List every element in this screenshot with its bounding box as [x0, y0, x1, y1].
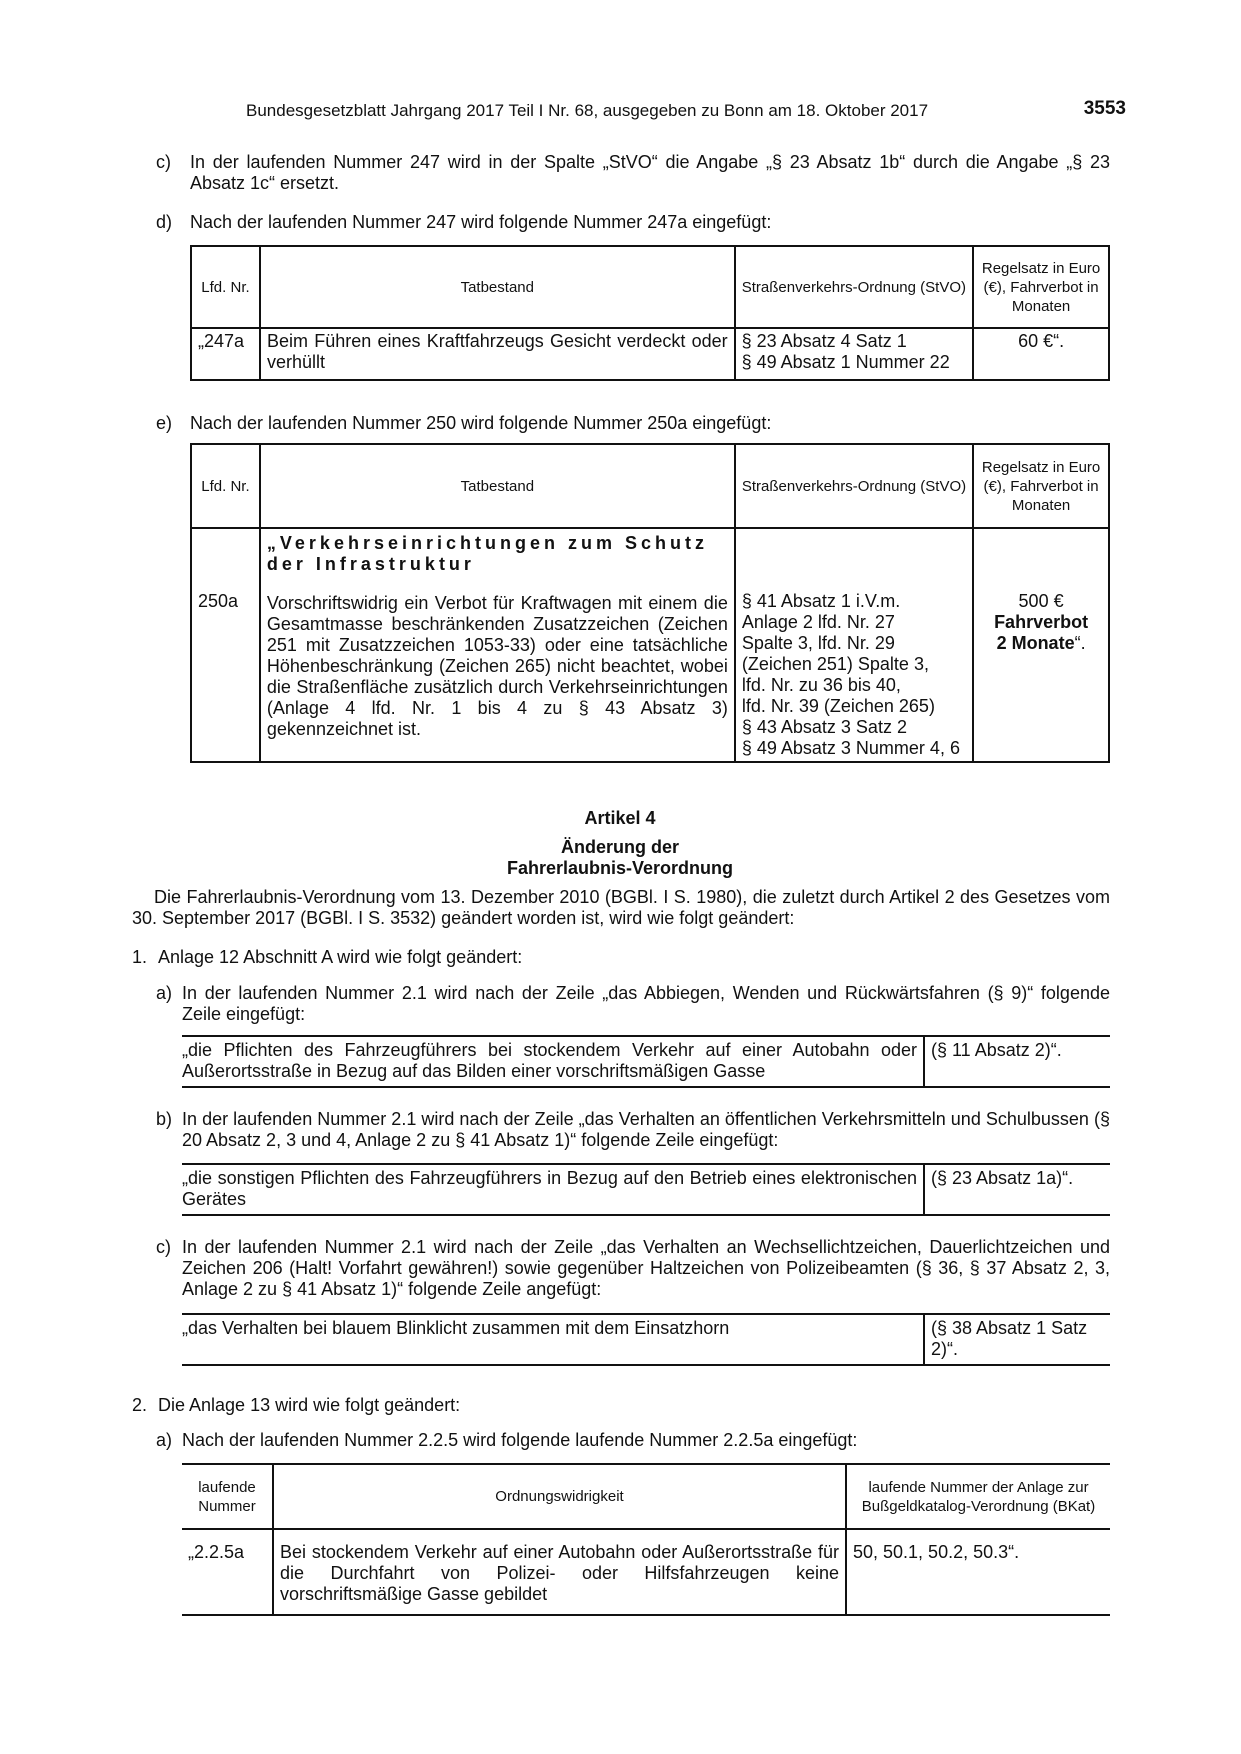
stvo-line: § 49 Absatz 3 Nummer 4, 6	[741, 738, 960, 758]
item-label: a)	[156, 983, 173, 1003]
item-label: c)	[156, 152, 171, 172]
running-title: Bundesgesetzblatt Jahrgang 2017 Teil I Nr. 68, ausgegeben zu Bonn am 18. Oktober 2017	[246, 101, 929, 120]
artikel-title-line-2: Fahrerlaubnis-Verordnung	[506, 858, 734, 878]
stvo-line: § 43 Absatz 3 Satz 2	[741, 717, 907, 737]
cell-tatbestand: Beim Führen eines Kraftfahrzeugs Gesicht verdeckt oder verhüllt	[260, 328, 735, 380]
item-2a	[156, 1430, 1110, 1451]
item-text: In der laufenden Nummer 2.1 wird nach der Zeile „das Verhalten an Wechsellichtzeichen, Dauerlichtzeichen und Zeichen 206 (Halt! Vorfahrt gewähren!) sowie gegenüber Haltzeichen von Polizeibeamten (§ 36, § 37 Absatz 2, 3, Anlage 2 zu § 41 Absatz 1)“ folgende Zeile angefügt:	[182, 1237, 1110, 1299]
cell-bkat: 50, 50.1, 50.2, 50.3“.	[846, 1529, 1110, 1615]
page-header	[246, 100, 1126, 124]
item-d	[156, 212, 1110, 233]
point-1	[132, 947, 1110, 968]
cell-stvo	[735, 528, 973, 762]
header-regelsatz: Regelsatz in Euro (€), Fahrverbot in Monaten	[973, 246, 1109, 328]
table-1a	[182, 1035, 1110, 1088]
header-bkat: laufende Nummer der Anlage zur Bußgeldkatalog-Verordnung (BKat)	[846, 1464, 1110, 1529]
table-2a	[182, 1463, 1110, 1616]
header-laufende-nummer: laufende Nummer	[198, 1478, 256, 1515]
item-1a	[156, 983, 1110, 1025]
item-c	[156, 152, 1110, 194]
stvo-line: lfd. Nr. 39 (Zeichen 265)	[741, 696, 935, 716]
header-lfd-nr: Lfd. Nr.	[191, 444, 260, 528]
table-1b	[182, 1163, 1110, 1216]
tatbestand-text: Vorschriftswidrig ein Verbot für Kraftwagen mit einem die Gesamtmasse beschränkenden Zusatzzeichen (Zeichen 251 mit Zusatzzeichen 1053-33) oder eine tatsächliche Höhenbeschränkung (Zeichen 265) nicht beachtet, wobei die Straßenfläche zusätzlich durch Verkehrseinrichtungen (Anlage 4 lfd. Nr. 1 bis 4 zu § 43 Absatz 3) gekennzeichnet ist.	[266, 593, 728, 739]
table-250a	[190, 443, 1110, 763]
cell-nr	[191, 528, 260, 762]
item-1b	[156, 1109, 1110, 1151]
stvo-line: lfd. Nr. zu 36 bis 40,	[741, 675, 901, 695]
cell-tatbestand	[260, 528, 735, 762]
cell-regelsatz	[973, 528, 1109, 762]
item-text: In der laufenden Nummer 2.1 wird nach der Zeile „das Verhalten an öffentlichen Verkehrsmitteln und Schulbussen (§ 20 Absatz 2, 3 und 4, Anlage 2 zu § 41 Absatz 1)“ folgende Zeile eingefügt:	[182, 1109, 1110, 1150]
point-2	[132, 1395, 1110, 1416]
item-label: c)	[156, 1237, 171, 1257]
cell-nr: „2.2.5a	[188, 1542, 245, 1562]
page-number: 3553	[1083, 98, 1126, 119]
cell-stvo	[735, 328, 974, 380]
stvo-line: § 49 Absatz 1 Nummer 22	[741, 352, 950, 372]
regelsatz-monate: 2 Monate	[996, 633, 1075, 653]
cell-zeile: „das Verhalten bei blauem Blinklicht zusammen mit dem Einsatzhorn	[182, 1318, 730, 1338]
item-text: In der laufenden Nummer 2.1 wird nach der Zeile „das Abbiegen, Wenden und Rückwärtsfahren (§ 9)“ folgende Zeile eingefügt:	[182, 983, 1110, 1024]
stvo-line: Spalte 3, lfd. Nr. 29	[741, 633, 895, 653]
stvo-line: § 41 Absatz 1 i.V.m.	[741, 591, 901, 611]
regelsatz-fahrverbot: Fahrverbot	[994, 612, 1089, 632]
item-text: Anlage 12 Abschnitt A wird wie folgt geändert:	[158, 947, 523, 967]
item-text: Nach der laufenden Nummer 250 wird folgende Nummer 250a eingefügt:	[190, 413, 772, 433]
stvo-line: § 23 Absatz 4 Satz 1	[741, 331, 907, 351]
header-stvo: Straßenverkehrs-Ordnung (StVO)	[735, 444, 973, 528]
item-text: Nach der laufenden Nummer 247 wird folgende Nummer 247a eingefügt:	[190, 212, 772, 232]
artikel-intro: Die Fahrerlaubnis-Verordnung vom 13. Dezember 2010 (BGBl. I S. 1980), die zuletzt durch Artikel 2 des Gesetzes vom 30. September 2017 (BGBl. I S. 3532) geändert worden ist, wird wie folgt geändert:	[132, 887, 1110, 928]
item-label: e)	[156, 413, 173, 433]
stvo-line: Anlage 2 lfd. Nr. 27	[741, 612, 895, 632]
header-tatbestand: Tatbestand	[260, 444, 735, 528]
table-1c	[182, 1313, 1110, 1366]
artikel-number: Artikel 4	[584, 808, 656, 828]
item-label: 1.	[132, 947, 148, 967]
header-stvo: Straßenverkehrs-Ordnung (StVO)	[735, 246, 974, 328]
table-247a	[190, 245, 1110, 381]
item-label: 2.	[132, 1395, 148, 1415]
subheading: „Verkehrseinrichtungen zum Schutz der Infrastruktur	[266, 533, 708, 574]
cell-ordnungswidrigkeit: Bei stockendem Verkehr auf einer Autobahn oder Außerortsstraße für die Durchfahrt von Polizei- oder Hilfsfahrzeugen keine vorschriftsmäßige Gasse gebildet	[273, 1529, 846, 1615]
header-lfd-nr: Lfd. Nr.	[191, 246, 260, 328]
item-label: b)	[156, 1109, 173, 1129]
row-number: 250a	[198, 591, 239, 611]
header-ordnungswidrigkeit: Ordnungswidrigkeit	[273, 1464, 846, 1529]
cell-zeile: „die Pflichten des Fahrzeugführers bei stockendem Verkehr auf einer Autobahn oder Außerortsstraße in Bezug auf das Bilden einer vorschriftsmäßigen Gasse	[182, 1040, 917, 1081]
item-e	[156, 413, 1110, 434]
item-label: d)	[156, 212, 173, 232]
item-label: a)	[156, 1430, 173, 1450]
cell-paragraph: (§ 23 Absatz 1a)“.	[924, 1164, 1110, 1215]
cell-paragraph: (§ 38 Absatz 1 Satz 2)“.	[924, 1314, 1110, 1365]
regelsatz-end: “.	[1074, 633, 1086, 653]
stvo-line: (Zeichen 251) Spalte 3,	[741, 654, 929, 674]
item-text: Nach der laufenden Nummer 2.2.5 wird folgende laufende Nummer 2.2.5a eingefügt:	[182, 1430, 858, 1450]
item-1c	[156, 1237, 1110, 1300]
item-text: Die Anlage 13 wird wie folgt geändert:	[158, 1395, 461, 1415]
cell-regelsatz: 60 €“.	[973, 328, 1109, 380]
cell-zeile: „die sonstigen Pflichten des Fahrzeugführers in Bezug auf den Betrieb eines elektronischen Gerätes	[182, 1168, 917, 1209]
artikel-title-line-1: Änderung der	[560, 837, 679, 857]
header-tatbestand: Tatbestand	[260, 246, 735, 328]
header-regelsatz: Regelsatz in Euro (€), Fahrverbot in Monaten	[973, 444, 1109, 528]
cell-nr: „247a	[191, 328, 260, 380]
cell-paragraph: (§ 11 Absatz 2)“.	[924, 1036, 1110, 1087]
regelsatz-amount: 500 €	[1018, 591, 1064, 611]
item-text: In der laufenden Nummer 247 wird in der Spalte „StVO“ die Angabe „§ 23 Absatz 1b“ durch die Angabe „§ 23 Absatz 1c“ ersetzt.	[190, 152, 1110, 193]
